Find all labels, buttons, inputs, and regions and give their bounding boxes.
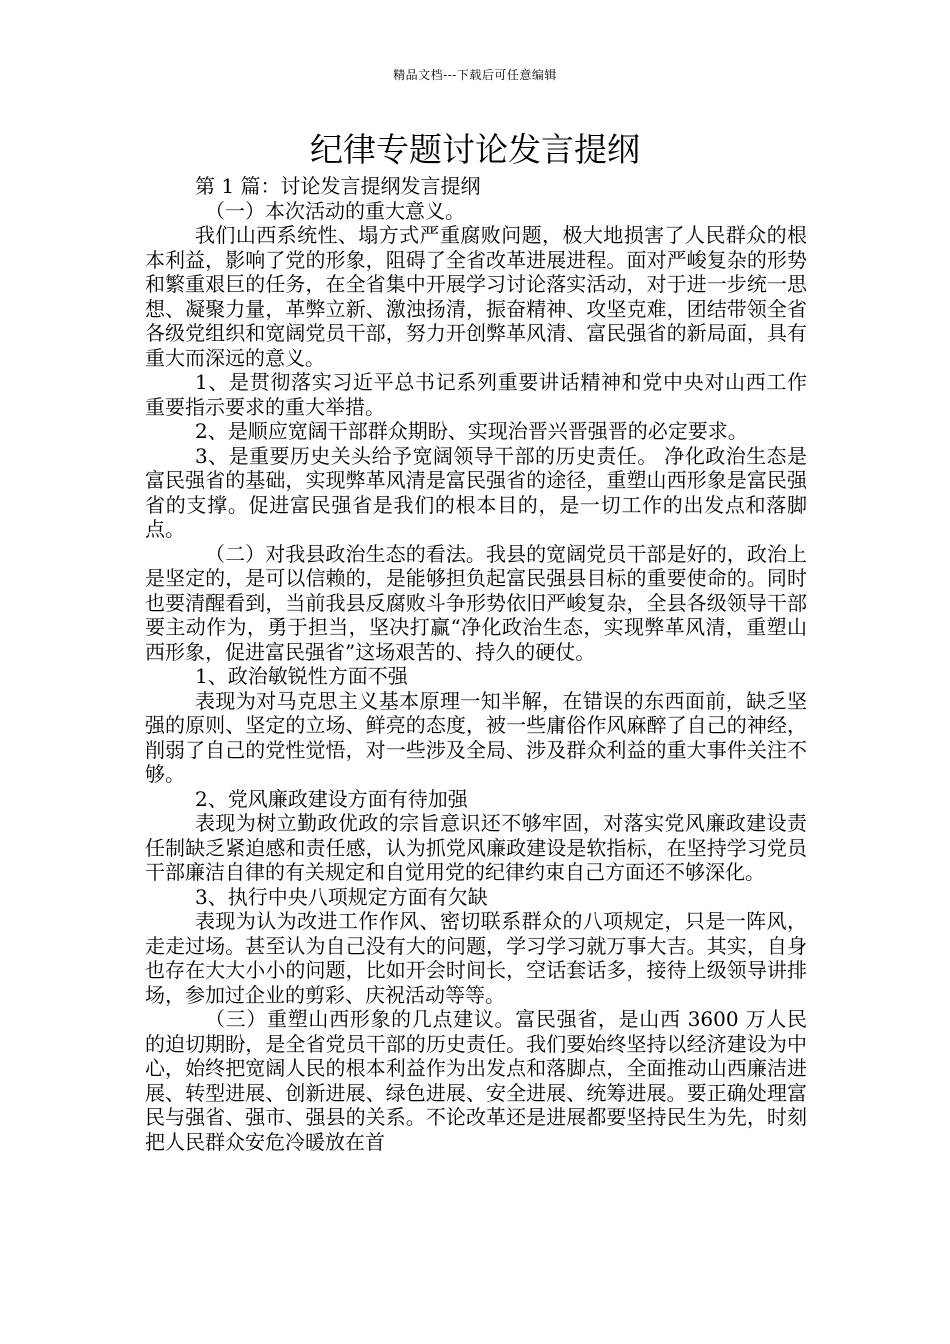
subsection-paragraph: （三）重塑山西形象的几点建议。富民强省，是山西 3600 万人民的迫切期盼，是全省党员干部的历史责任。我们要始终坚持以经济建设为中心，始终把宽阔人民的根本利益作为出发点和落脚点，全面推动山西廉洁进展、转型进展、创新进展、绿色进展、安全进展、统筹进展。要正确处理富民与强省、强市、强县的关系。不论改革还是进展都要坚持民生为先，时刻把人民群众安危冷暖放在首	[145, 1007, 807, 1154]
body-paragraph: 表现为对马克思主义基本原理一知半解，在错误的东西面前，缺乏坚强的原则、坚定的立场、鲜亮的态度，被一些庸俗作风麻醉了自己的神经，削弱了自己的党性觉悟，对一些涉及全局、涉及群众利益的重大事件关注不够。	[145, 688, 807, 786]
point-heading: 1、政治敏锐性方面不强	[195, 664, 408, 688]
subsection-paragraph: （二）对我县政治生态的看法。我县的宽阔党员干部是好的，政治上是坚定的，是可以信赖的，是能够担负起富民强县目标的重要使命的。同时也要清醒看到，当前我县反腐败斗争形势依旧严峻复杂，全县各级领导干部要主动作为，勇于担当，坚决打赢“净化政治生态，实现弊革风清，重塑山西形象，促进富民强省”这场艰苦的、持久的硬仗。	[145, 541, 807, 664]
body-paragraph: 表现为认为改进工作作风、密切联系群众的八项规定，只是一阵风，走走过场。甚至认为自己没有大的问题，学习学习就万事大吉。其实，自身也存在大大小小的问题，比如开会时间长，空话套话多，接待上级领导讲排场，参加过企业的剪彩、庆祝活动等等。	[145, 909, 807, 1007]
list-item: 1、是贯彻落实习近平总书记系列重要讲话精神和党中央对山西工作重要指示要求的重大举措。	[145, 370, 807, 419]
point-heading: 2、党风廉政建设方面有待加强	[195, 786, 468, 811]
list-item: 3、是重要历史关头给予宽阔领导干部的历史责任。 净化政治生态是富民强省的基础，实现弊革风清是富民强省的途径，重塑山西形象是富民强省的支撑。促进富民强省是我们的根本目的，是一切工作的出发点和落脚点。	[145, 443, 807, 541]
body-paragraph: 我们山西系统性、塌方式严重腐败问题，极大地损害了人民群众的根本利益，影响了党的形象，阻碍了全省改革进展进程。面对严峻复杂的形势和繁重艰巨的任务，在全省集中开展学习讨论落实活动，对于进一步统一思想、凝聚力量，革弊立新、激浊扬清，振奋精神、攻坚克难，团结带领全省各级党组织和宽阔党员干部，努力开创弊革风清、富民强省的新局面，具有重大而深远的意义。	[145, 223, 807, 370]
document-body	[145, 174, 807, 1154]
point-heading: 3、执行中央八项规定方面有欠缺	[195, 884, 488, 909]
body-paragraph: 表现为树立勤政优政的宗旨意识还不够牢固，对落实党风廉政建设责任制缺乏紧迫感和责任感，认为抓党风廉政建设是软指标，在坚持学习党员干部廉洁自律的有关规定和自觉用党的纪律约束自己方面还不够深化。	[145, 811, 807, 884]
document-title: 纪律专题讨论发言提纲	[310, 130, 640, 169]
section-heading: 第 1 篇：讨论发言提纲发言提纲	[195, 174, 481, 198]
list-item: 2、是顺应宽阔干部群众期盼、实现治晋兴晋强晋的必定要求。	[195, 419, 748, 443]
subsection-heading: （一）本次活动的重大意义。	[205, 198, 465, 223]
page-header: 精品文档---下载后可任意编辑	[393, 68, 557, 82]
